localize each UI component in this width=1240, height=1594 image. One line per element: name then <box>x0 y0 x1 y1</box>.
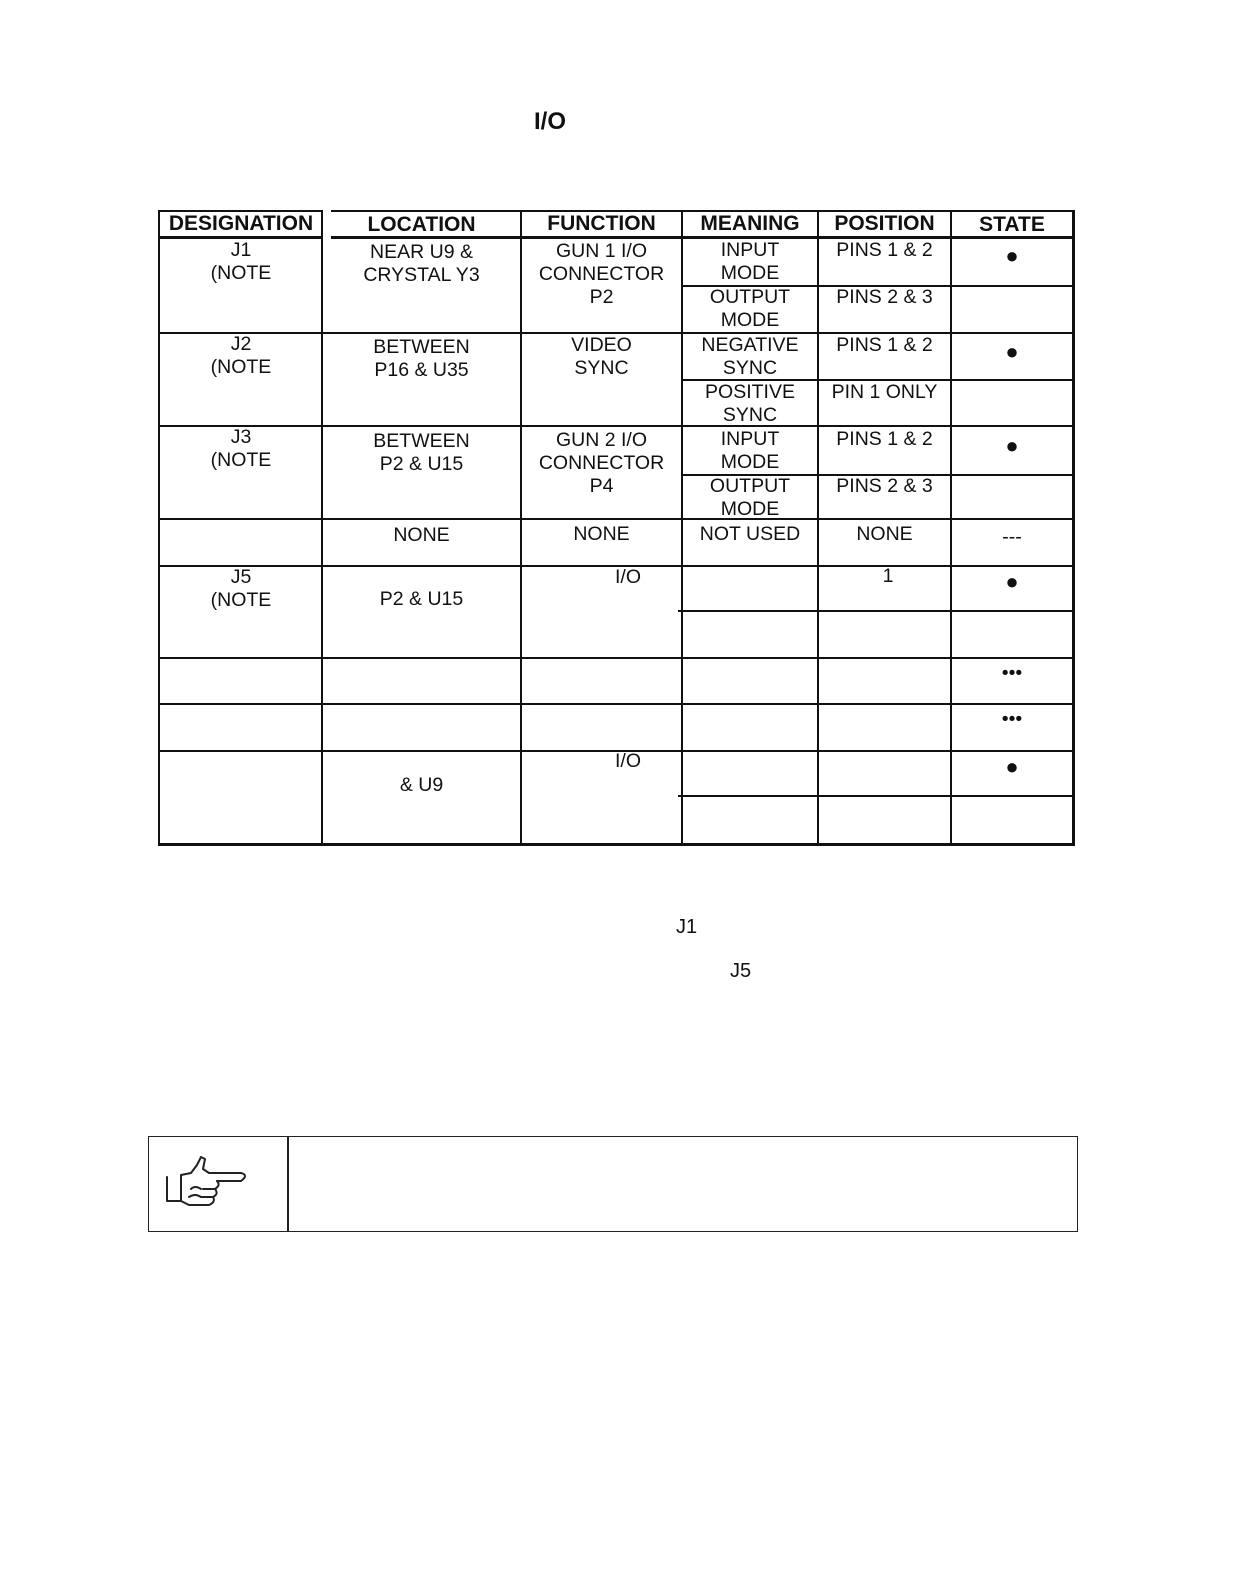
state-row8-input: ● <box>1005 755 1019 779</box>
state-j3-input: ● <box>1005 434 1019 458</box>
meaning-j3-output: OUTPUT MODE <box>709 475 791 520</box>
position-j1-output: PINS 2 & 3 <box>836 286 933 308</box>
designation-j2: J2 (NOTE <box>210 333 272 378</box>
subrow-sep-5 <box>678 795 1075 797</box>
position-j2-positive: PIN 1 ONLY <box>831 381 938 403</box>
meaning-j2-negative: NEGATIVE SYNC <box>701 334 799 379</box>
location-row4: NONE <box>393 524 450 546</box>
function-j3: GUN 2 I/O CONNECTOR P4 <box>538 429 665 497</box>
page-title: I/O <box>534 108 567 135</box>
note-j1: J1 <box>676 916 698 938</box>
position-j5: 1 <box>882 565 894 587</box>
position-row4: NONE <box>856 523 913 545</box>
function-j1: GUN 1 I/O CONNECTOR P2 <box>538 240 665 308</box>
subrow-sep-4 <box>678 610 1075 612</box>
designation-j5: J5 (NOTE <box>210 566 272 611</box>
state-row4: --- <box>1002 526 1022 548</box>
pointing-hand-icon <box>161 1151 253 1220</box>
jumper-table <box>158 210 1074 848</box>
designation-row7 <box>160 704 322 748</box>
designation-row8 <box>160 751 322 841</box>
meaning-j3-input: INPUT MODE <box>720 428 780 473</box>
table-bottom-border <box>158 843 1075 846</box>
designation-row6 <box>160 658 322 702</box>
designation-j1: J1 (NOTE <box>210 239 272 284</box>
position-j2-negative: PINS 1 & 2 <box>836 334 933 356</box>
location-row8: & U9 <box>399 774 444 796</box>
note-callout <box>148 1136 1078 1232</box>
header-designation: DESIGNATION <box>168 212 314 235</box>
designation-j3: J3 (NOTE <box>210 426 272 471</box>
location-j5: P2 & U15 <box>379 588 464 610</box>
state-row6: ••• <box>1001 662 1023 684</box>
header-function: FUNCTION <box>547 212 656 235</box>
function-row8: I/O <box>614 750 641 772</box>
meaning-row4: NOT USED <box>699 523 801 545</box>
header-meaning: MEANING <box>700 212 800 235</box>
meaning-j2-positive: POSITIVE SYNC <box>705 381 795 426</box>
meaning-j1-output: OUTPUT MODE <box>709 286 791 331</box>
location-j2: BETWEEN P16 & U35 <box>373 336 470 381</box>
function-j5: I/O <box>614 566 641 588</box>
designation-row4 <box>160 519 322 563</box>
function-j2: VIDEO SYNC <box>571 334 632 379</box>
function-row4: NONE <box>573 523 630 545</box>
state-j5-input: ● <box>1005 570 1019 594</box>
location-j3: BETWEEN P2 & U15 <box>373 430 470 475</box>
header-position: POSITION <box>834 212 935 235</box>
header-state: STATE <box>979 213 1045 236</box>
state-j1-input: ● <box>1005 244 1019 268</box>
state-row7: ••• <box>1001 708 1023 730</box>
callout-divider <box>287 1137 289 1231</box>
state-j2-negative: ● <box>1005 340 1019 364</box>
meaning-j1-input: INPUT MODE <box>720 239 780 284</box>
position-j3-output: PINS 2 & 3 <box>836 475 933 497</box>
note-j5: J5 <box>730 960 752 982</box>
position-j1-input: PINS 1 & 2 <box>836 239 933 261</box>
location-j1: NEAR U9 & CRYSTAL Y3 <box>363 241 480 286</box>
position-j3-input: PINS 1 & 2 <box>836 428 933 450</box>
header-location: LOCATION <box>367 213 476 236</box>
